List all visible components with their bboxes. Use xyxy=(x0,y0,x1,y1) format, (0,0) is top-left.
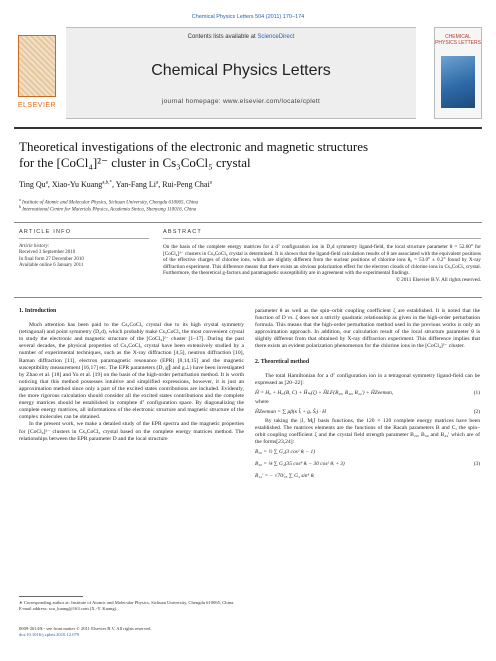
author-affiliation-mark: a,b,* xyxy=(102,180,113,186)
body-column-left xyxy=(19,300,244,443)
abstract-body: On the basis of the complete energy matrices for a d⁷ configuration ion in D₂d symmetry ligand-field, the local structure parameter θ = 52.60° for [CoCl₄]²⁻ clusters in Cs₃CoCl₅ crystal is determined. It is shown that the ligand-field calculation results of θ are associated with the equivalent positions of the effective charges of chlorine ions, which are slightly different from the nuclear positions of chlorine ions θ₀ = 53.0° ± 0.2° found by X-ray diffraction experiment. This difference means that there exists an obvious polarization effect for the electron clouds of chlorine ions in Cs₃CoCl₅ crystal. Furthermore, the theoretical g-factors and paramagnetic susceptibility are in agreement with the experimental findings. xyxy=(163,244,481,276)
author-name[interactable]: Yan-Fang Li xyxy=(115,180,157,189)
author-name[interactable]: Rui-Peng Chai xyxy=(162,180,210,189)
article-title xyxy=(19,139,479,171)
article-info-label: ARTICLE INFO xyxy=(19,229,72,235)
equation-3a-body: B₂₀ = ½ ∑ G₂(3 cos² θᵢ − 1) xyxy=(255,449,316,456)
equation-3-number: (3) xyxy=(473,461,480,468)
journal-masthead xyxy=(14,27,482,119)
affiliation-mark: a xyxy=(19,197,21,202)
journal-cover-thumbnail[interactable] xyxy=(434,27,482,119)
contents-prefix: Contents lists available at xyxy=(187,34,256,40)
body-column-right xyxy=(255,300,480,482)
section-heading-introduction: 1. Introduction xyxy=(19,308,57,314)
section-divider xyxy=(14,222,482,223)
elsevier-tree-icon xyxy=(18,35,56,97)
cover-art-image xyxy=(441,56,475,108)
abstract-divider xyxy=(14,297,482,298)
publisher-name: ELSEVIER xyxy=(17,102,57,109)
author-affiliation-mark: a xyxy=(156,180,159,186)
author-name[interactable]: Ting Qu xyxy=(19,180,46,189)
corresponding-author-footnote xyxy=(19,600,244,612)
equation-3a xyxy=(255,446,480,458)
journal-reference[interactable]: Chemical Physics Letters 504 (2011) 170–174 xyxy=(191,14,305,20)
equation-1 xyxy=(255,387,480,399)
history-received: Received 3 September 2010 xyxy=(19,250,76,256)
author-list: Ting Qu$^a$, Xiao-Yu Kuang$^{a,b,*}$, Yan-Fang Li$^a$, Rui-Peng Chai$^a$ xyxy=(19,180,212,189)
article-history-label: Article history: xyxy=(19,244,50,249)
paragraph: where xyxy=(255,398,269,405)
equation-3c xyxy=(255,470,480,482)
equation-3b-body: B₄₀ = ⅛ ∑ G₄(35 cos⁴ θᵢ − 30 cos² θᵢ + 3) xyxy=(255,461,345,468)
doi-link[interactable]: doi:10.1016/j.cplett.2010.12.079 xyxy=(19,631,80,637)
journal-homepage-link[interactable]: journal homepage: www.elsevier.com/locate/cplett xyxy=(161,98,321,105)
contents-line xyxy=(66,34,416,40)
affiliation-mark: b xyxy=(19,204,21,209)
abstract-label: ABSTRACT xyxy=(163,229,202,235)
page-footer xyxy=(19,626,244,638)
paragraph: The total Hamiltonian for a d⁷ configuration ion in a tetragonal symmetry ligand-field can be expressed as [20–22]: xyxy=(255,372,480,386)
footnote-text: ∗ Corresponding author at: Institute of Atomic and Molecular Physics, Sichuan University, Chengdu 610065, China. xyxy=(19,600,235,605)
journal-title: Chemical Physics Letters xyxy=(151,62,331,79)
article-info-rule xyxy=(19,238,149,239)
footnote-divider xyxy=(19,596,83,597)
author-affiliation-mark: a xyxy=(45,180,48,186)
article-history xyxy=(19,244,149,270)
paragraph: Much attention has been paid to the Cs₃CoCl₅ crystal due to its high crystal symmetry (tetragonal) and point symmetry (D₂d), which probably make Cs₃CoCl₅ the most convenient crystal to study the electronic and magnetic structure of the [CoCl₄]²⁻ cluster [1–17]. During the past several decades, the physical properties of Cs₃CoCl₅ crystal have been extensively studied by a number of experimental techniques, such as the X-ray diffraction [4,5], neutron diffraction [10], Raman diffraction [11], electron paramagnetic resonance (EPR) [8,14,15] and the magnetic susceptibility measurement [16,17] etc. The EPR parameters (D, g∥ and g⊥) have been investigated by Zhao et al. [18] and Yu et al. [19] on the basis of the high-order perturbation method. It is worth noticing that this method possesses intuitive and simplified expressions, however, it is just an approximation method since only a part of the excited states contributions are included. Evidently, the more rigorous calculation should consider all the excited states contributions and the complete energy matrices should be established in complete d⁷ configuration space. By diagonalizing the complete energy matrices, all informations of the electronic structure and magnetic structure of the complex molecules can be obtained. xyxy=(19,322,244,421)
masthead-banner xyxy=(66,27,416,119)
equation-1-number: (1) xyxy=(473,389,480,396)
history-final-form: In final form 27 December 2010 xyxy=(19,256,84,262)
article-title-line-1: Theoretical investigations of the electronic and magnetic structures xyxy=(19,139,369,154)
footnote-email[interactable]: E-mail address: scu_kuang@163.com (X.-Y. Kuang). xyxy=(19,605,118,611)
copyright-notice: © 2011 Elsevier B.V. All rights reserved. xyxy=(395,276,481,283)
equation-1-body: Ĥ = H₀ + Hₑₑ(B, C) + Ĥₛₒ(ζ) + ĤLF(B₂₀, B₄₀, B₄₄′) + ĤZeeman, xyxy=(255,389,394,396)
paragraph: parameter θ as well as the spin–orbit coupling coefficient ζ are established. It is noted that the function of D vs. ζ does not a strictly quadratic relationship as given in the high-order perturbation formula. This means that the high-order perturbation method used in the previous works is only an approximation approach. In addition, our calculation result of the local structure parameter θ is slightly different from that obtained by X-ray diffraction experiment. This difference implies that there exists an evident polarization phenomenon for the chlorine ions in the [CoCl₄]²⁻ cluster. xyxy=(255,308,480,350)
article-title-line-2: for the [CoCl₄]²⁻ cluster in Cs₃CoCl₅ crystal xyxy=(19,155,251,170)
equation-2-number: (2) xyxy=(473,408,480,415)
abstract xyxy=(163,244,481,283)
header-divider xyxy=(14,127,482,129)
affiliation-text: International Centre for Materials Physics, Academia Sinica, Shenyang 110016, China xyxy=(22,207,197,213)
paragraph: By taking the |J, Mⱼ⟩ basis functions, the 120 × 120 complete energy matrices have been established. The matrices elements are the functions of the Racah parameters B and C, the spin–orbit coupling coefficient ζ and the crystal field strength parameter B₂₀, B₄₀ and B₄₄′ which are of the forms[23,24]: xyxy=(255,417,480,446)
footer-copyright: 0009-2614/$ - see front matter © 2011 Elsevier B.V. All rights reserved. xyxy=(19,626,152,631)
author-name[interactable]: Xiao-Yu Kuang xyxy=(51,180,103,189)
sciencedirect-link[interactable]: ScienceDirect xyxy=(257,34,295,40)
equation-2 xyxy=(255,406,480,418)
elsevier-logo[interactable] xyxy=(14,27,60,119)
abstract-rule xyxy=(163,238,481,239)
equation-2-body: ĤZeeman = ∑ μβ(κ l̂ᵢ + gₑ Ŝᵢ) · H⃗ xyxy=(255,408,331,415)
history-available-online: Available online 6 January 2011 xyxy=(19,263,84,269)
equation-3b xyxy=(255,458,480,470)
equation-3c-body: B₄₄′ = − √70⁄₁₆ ∑ G₄ sin⁴ θᵢ xyxy=(255,473,315,480)
cover-title: CHEMICAL PHYSICS LETTERS xyxy=(435,34,481,46)
section-heading-theoretical-method: 2. Theoretical method xyxy=(255,358,310,365)
author-affiliation-mark: a xyxy=(209,180,212,186)
affiliation-text: Institute of Atomic and Molecular Physics, Sichuan University, Chengdu 610065, China xyxy=(22,200,199,206)
affiliation xyxy=(19,204,479,213)
paragraph: In the present work, we make a detailed study of the EPR spectra and the magnetic properties for [CoCl₄]²⁻ clusters in Cs₃CoCl₅ crystal based on the complete energy matrices method. The relationships between the EPR parameter D and the local structure xyxy=(19,421,244,442)
